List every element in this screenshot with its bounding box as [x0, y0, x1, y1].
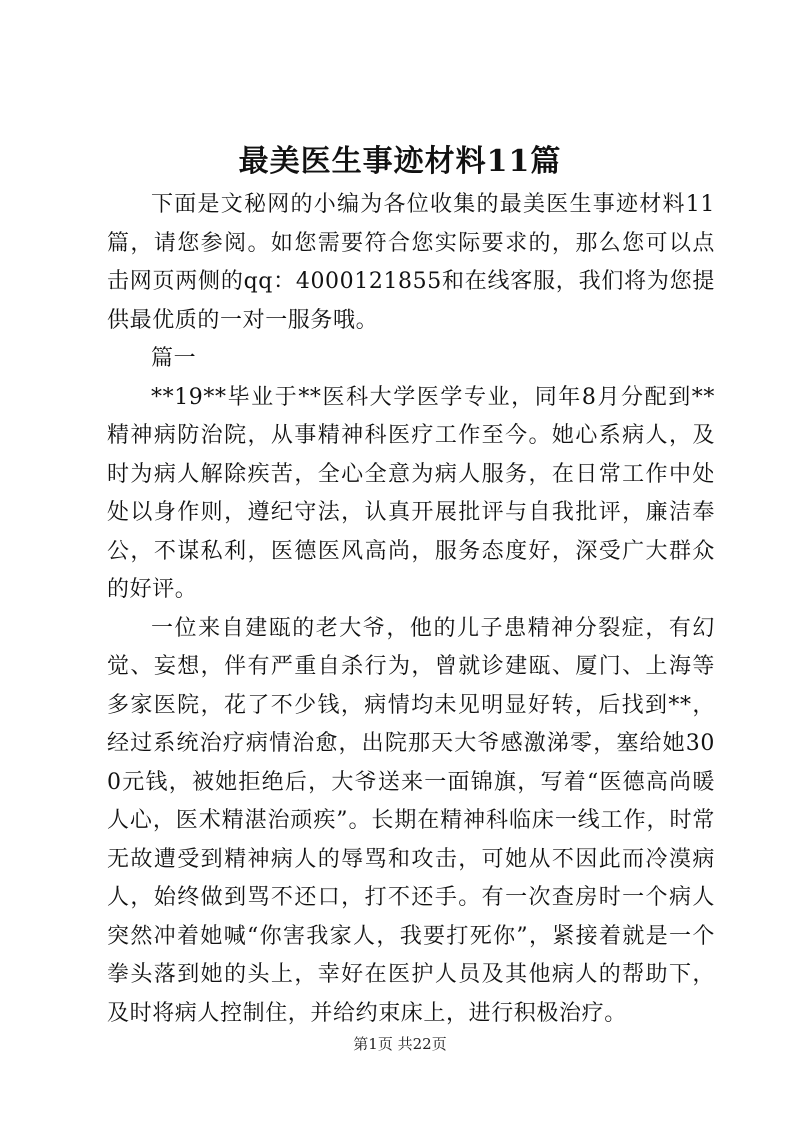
document-title: 最美医生事迹材料11篇 — [238, 144, 562, 179]
body-paragraph: **19**毕业于**医科大学医学专业，同年8月分配到**精神病防治院，从事精神科医疗工作至今。她心系病人，及时为病人解除疾苦，全心全意为病人服务，在日常工作中处处以身作则，遵纪守法，认真开展批评与自我批评，廉洁奉公，不谋私利，医德医风高尚，服务态度好，深受广大群众的好评。 — [107, 384, 715, 602]
page-number-footer: 第1页 共22页 — [353, 1035, 447, 1053]
section-heading: 篇一 — [151, 346, 197, 371]
body-paragraph: 一位来自建瓯的老大爷，他的儿子患精神分裂症，有幻觉、妄想，伴有严重自杀行为，曾就诊建瓯、厦门、上海等多家医院，花了不少钱，病情均未见明显好转，后找到**，经过系统治疗病情治愈，出院那天大爷感激涕零，塞给她300元钱，被她拒绝后，大爷送来一面锦旗，写着“医德高尚暖人心，医术精湛治顽疾”。长期在精神科临床一线工作，时常无故遭受到精神病人的辱骂和攻击，可她从不因此而冷漠病人，始终做到骂不还口，打不还手。有一次查房时一个病人突然冲着她喊“你害我家人，我要打死你”，紧接着就是一个拳头落到她的头上，幸好在医护人员及其他病人的帮助下，及时将病人控制住，并给约束床上，进行积极治疗。 — [107, 615, 715, 1026]
document-body — [107, 186, 715, 1033]
intro-paragraph: 下面是文秘网的小编为各位收集的最美医生事迹材料11篇，请您参阅。如您需要符合您实际要求的，那么您可以点击网页两侧的qq：4000121855和在线客服，我们将为您提供最优质的一对一服务哦。 — [107, 192, 715, 333]
